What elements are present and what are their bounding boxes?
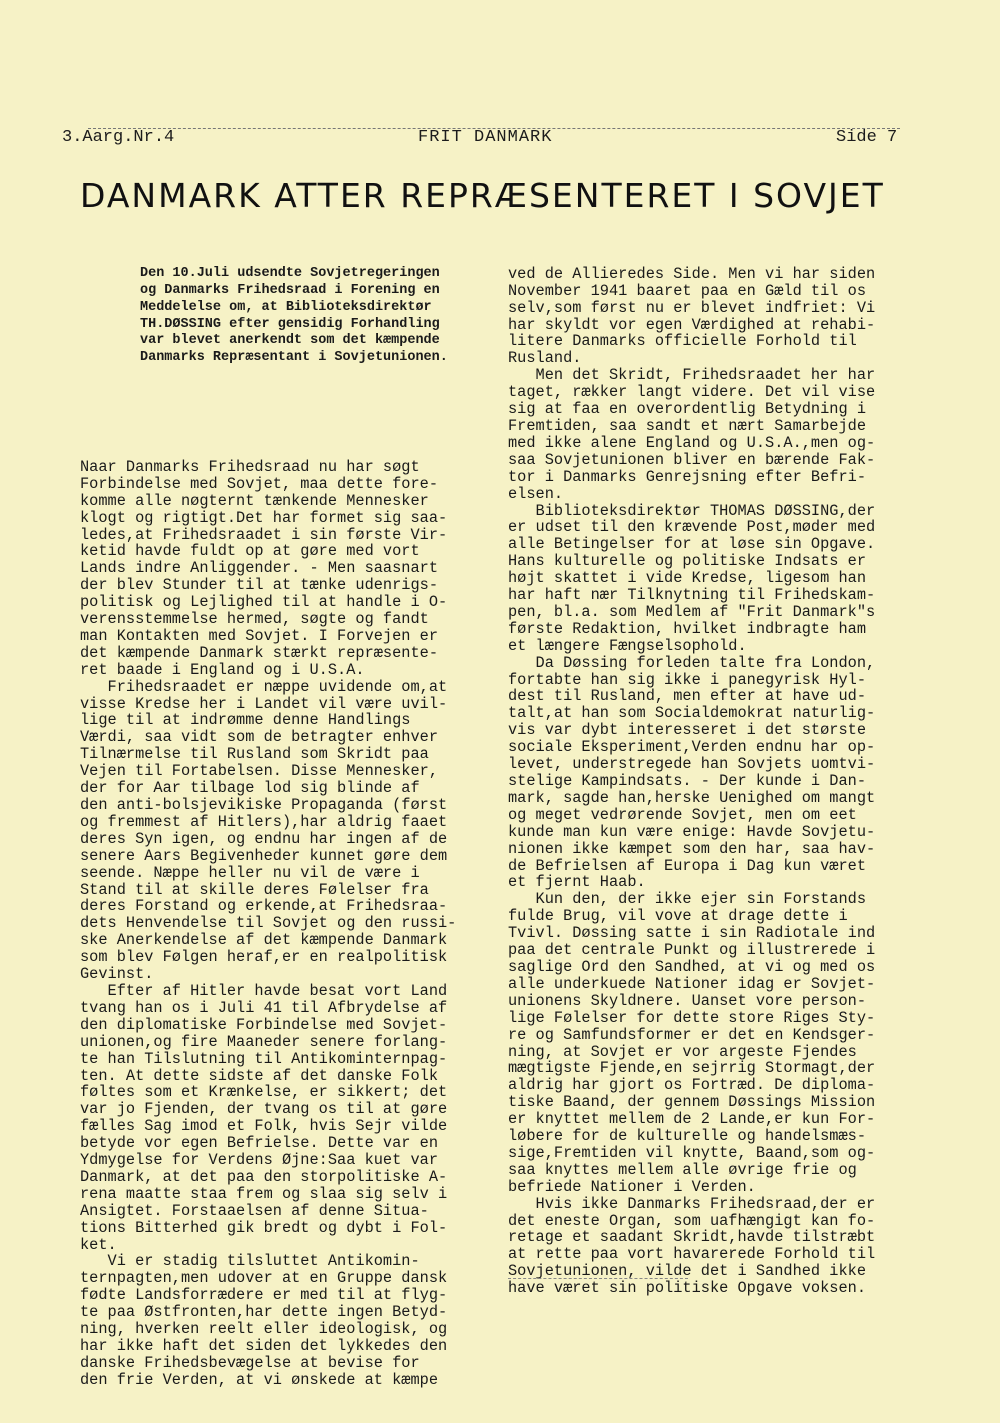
- issue-number: 3.Aarg.Nr.4: [62, 128, 175, 147]
- right-column-body: ved de Allieredes Side. Men vi har siden November 1941 baaret paa en Gæld til os selv,som først nu er blevet indfriet: Vi har skyldt vor egen Værdighed at rehabi- litere Danmarks officielle Forhold til Rusland. Men det Skridt, Frihedsraadet her har taget, rækker langt videre. Det vil vise sig at faa en overordentlig Betydning i Fremtiden, saa sandt et nært Samarbejde med ikke alene England og U.S.A.,men og- saa Sovjetunionen bliver en bærende Fak- tor i Danmarks Genrejsning efter Befri- elsen. Biblioteksdirektør THOMAS DØSSING,der er udset til den krævende Post,møder med alle Betingelser for at løse sin Opgave. Hans kulturelle og politiske Indsats er højt skattet i vide Kredse, ligesom han har haft nær Tilknytning til Frihedskam- pen, bl.a. som Medlem af "Frit Danmark"s første Redaktion, hvilket indbragte ham et længere Fængselsophold. Da Døssing forleden talte fra London, fortabte han sig ikke i panegyrisk Hyl- dest til Rusland, men efter at have ud- talt,at han som Socialdemokrat naturlig- vis var dybt interesseret i det største sociale Eksperiment,Verden endnu har op- levet, understregede han Sovjets uomtvi- stelige Kampindsats. - Der kunde i Dan- mark, sagde han,herske Uenighed om mangt og meget vedrørende Sovjet, men om eet kunde man kun være enige: Havde Sovjetu- nionen ikke kæmpet som den har, saa hav- de Befrielsen af Europa i Dag kun været et fjernt Haab. Kun den, der ikke ejer sin Forstands fulde Brug, vil vove at drage dette i Tvivl. Døssing satte i sin Radiotale ind paa det centrale Punkt og illustrerede i saglige Ord den Sandhed, at vi og med os alle underkuede Nationer idag er Sovjet- unionens Skyldnere. Uanset vore person- lige Følelser for dette store Riges Sty- re og Samfundsformer er det en Kendsger- ning, at Sovjet er vor argeste Fjendes mægtigste Fjende,en sejrrig Stormagt,der aldrig har gjort os Fortræd. De diploma- tiske Baand, der gennem Døssings Mission er knyttet mellem de 2 Lande,er kun For- løbere for de kulturelle og handelsmæs- sige,Fremtiden vil knytte, Baand,som og- saa knyttes mellem alle øvrige frie og befriede Nationer i Verden. Hvis ikke Danmarks Frihedsraad,der er det eneste Organ, som uafhængigt kan fo- retage et saadant Skridt,havde tilstræbt at rette paa vort havarerede Forhold til Sovjetunionen, vilde det i Sandhed ikke have været sin politiske Opgave voksen.: [508, 264, 876, 1298]
- publication-name: FRIT DANMARK: [418, 128, 553, 147]
- end-rule: [508, 1278, 688, 1279]
- right-column: [508, 232, 908, 1331]
- article-title: DANMARK ATTER REPRÆSENTERET I SOVJET: [80, 176, 885, 215]
- article-lead: Den 10.Juli udsendte Sovjetregeringen og Danmarks Frihedsraad i Forening en Meddelelse om, at Biblioteksdirektør TH.DØSSING efter gensidig Forhandling var blevet anerkendt som det kæmpende Danmarks Repræsentant i Sovjetunionen.: [140, 265, 448, 366]
- page-number: Side 7: [836, 128, 898, 147]
- left-column-body: Naar Danmarks Frihedsraad nu har søgt Forbindelse med Sovjet, maa dette fore- komme alle nøgternt tænkende Mennesker klogt og rigtigt.Det har formet sig saa- ledes,at Frihedsraadet i sin første Vir- ketid havde fuldt op at gøre med vort Lands indre Anliggender. - Men saasnart der blev Stunder til at tænke udenrigs- politisk og Lejlighed til at handle i O- verensstemmelse hermed, søgte og fandt man Kontakten med Sovjet. I Forvejen er det kæmpende Danmark stærkt repræsente- ret baade i England og i U.S.A. Frihedsraadet er næppe uvidende om,at visse Kredse her i Landet vil være uvil- lige til at indrømme denne Handlings Værdi, saa vidt som de betragter enhver Tilnærmelse til Rusland som Skridt paa Vejen til Fortabelsen. Disse Mennesker, der for Aar tilbage lod sig blinde af den anti-bolsjevikiske Propaganda (først og fremmest af Hitlers),har aldrig faaet deres Syn igen, og endnu har ingen af de senere Aars Begivenheder kunnet gøre dem seende. Næppe heller nu vil de være i Stand til at skille deres Følelser fra deres Forstand og erkende,at Frihedsraa- dets Henvendelse til Sovjet og den russi- ske Anerkendelse af det kæmpende Danmark som blev Følgen heraf,er en realpolitisk Gevinst. Efter af Hitler havde besat vort Land tvang han os i Juli 41 til Afbrydelse af den diplomatiske Forbindelse med Sovjet- unionen,og fire Maaneder senere forlang- te han Tilslutning til Antikominternpag- ten. At dette sidste af det danske Folk føltes som et Krænkelse, er sikkert; det var jo Fjenden, der tvang os til at gøre fælles Sag imod et Folk, hvis Sejr vilde betyde vor egen Befrielse. Dette var en Ydmygelse for Verdens Øjne:Saa kuet var Danmark, at det paa den storpolitiske A- rena maatte staa frem og slaa sig selv i Ansigtet. Forstaaelsen af denne Situa- tions Bitterhed gik bredt og dybt i Fol- ket. Vi er stadig tilsluttet Antikomin- ternpagten,men udover at en Gruppe dansk fødte Landsforrædere er med til at flyg- te paa Østfronten,har dette ingen Betyd- ning, hverken reelt eller ideologisk, og har ikke haft det siden det lykkedes den danske Frihedsbevægelse at bevise for den frie Verden, at vi ønskede at kæmpe: [80, 457, 457, 1389]
- left-column: [80, 232, 500, 1423]
- lead-gap: [80, 401, 500, 425]
